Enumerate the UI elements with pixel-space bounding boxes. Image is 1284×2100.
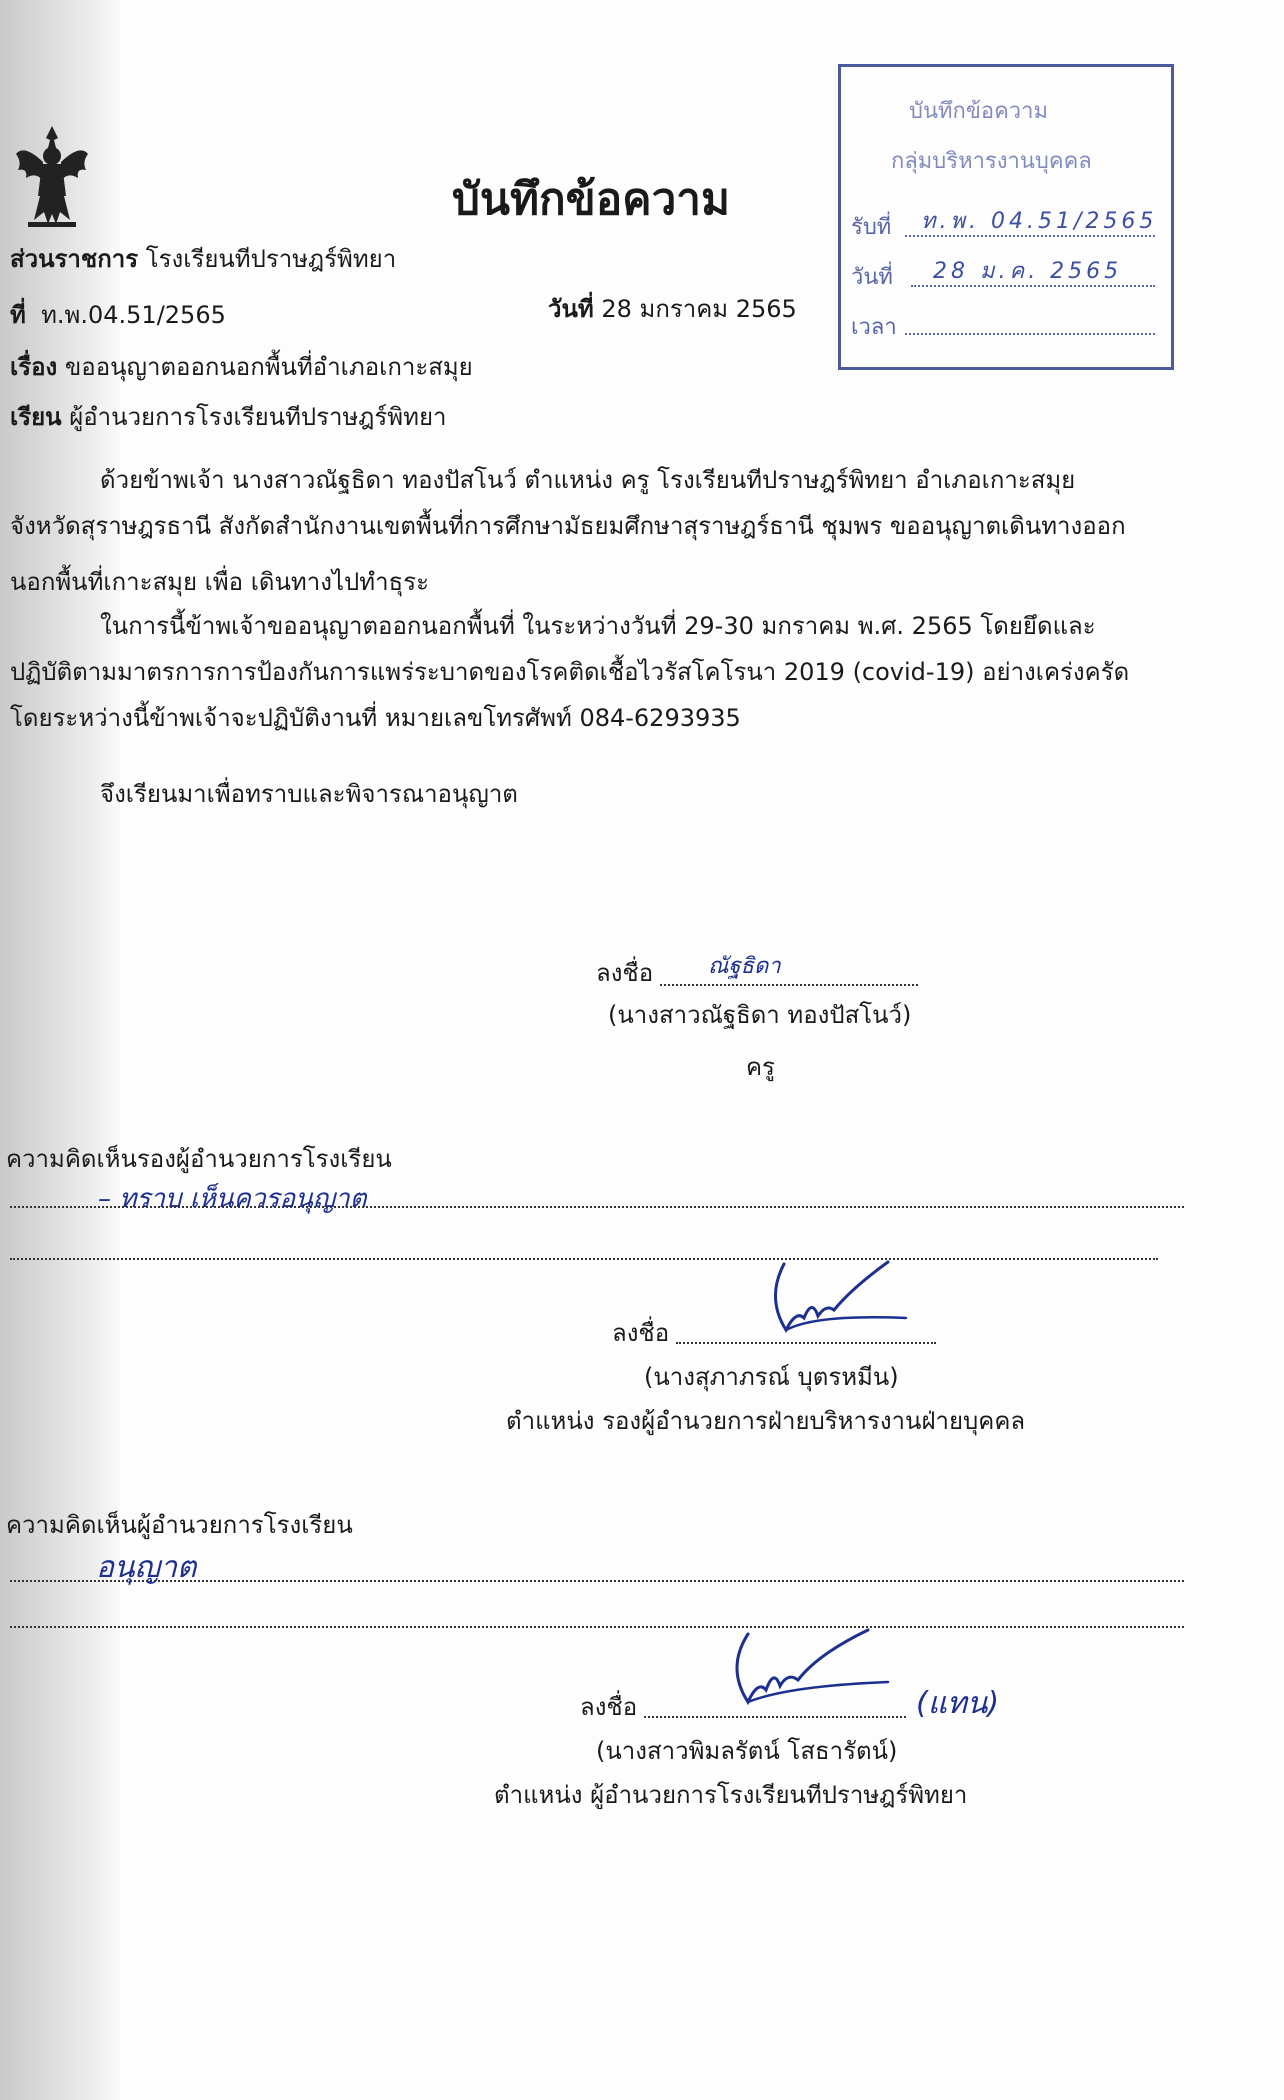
- opinion2-sign-note: (แทน): [916, 1686, 1000, 1721]
- body-p1-line3: นอกพื้นที่เกาะสมุย เพื่อ เดินทางไปทำธุระ: [10, 568, 429, 596]
- ref-row: [10, 300, 226, 330]
- opinion2-signature-icon: [718, 1624, 898, 1718]
- body-closing: จึงเรียนมาเพื่อทราบและพิจารณาอนุญาต: [100, 780, 518, 808]
- agency-label: ส่วนราชการ: [10, 245, 139, 273]
- opinion1-name: (นางสุภาภรณ์ บุตรหมีน): [644, 1363, 899, 1391]
- opinion1-signature-icon: [756, 1258, 916, 1348]
- subject-label: เรื่อง: [10, 353, 58, 381]
- sign1-label: ลงชื่อ: [596, 959, 654, 987]
- opinion2-sign-label: ลงชื่อ: [580, 1693, 638, 1721]
- date-label: วันที่: [548, 295, 594, 323]
- opinion2-heading: ความคิดเห็นผู้อำนวยการโรงเรียน: [6, 1511, 353, 1539]
- to-label: เรียน: [10, 403, 62, 431]
- stamp-date-value: 28 ม.ค. 2565: [933, 259, 1123, 284]
- body-p2-line3: โดยระหว่างนี้ข้าพเจ้าจะปฏิบัติงานที่ หมายเลขโทรศัพท์ 084-6293935: [10, 704, 741, 732]
- sign1-position: ครู: [746, 1053, 775, 1081]
- opinion1-sign-label: ลงชื่อ: [612, 1319, 670, 1347]
- stamp-receive-value: ท.พ. 04.51/2565: [921, 209, 1158, 234]
- sign1-handwriting: ณัฐธิดา: [708, 954, 781, 979]
- document-title: บันทึกข้อความ: [452, 174, 731, 225]
- body-p1-line2: จังหวัดสุราษฎรธานี สังกัดสำนักงานเขตพื้นที่การศึกษามัธยมศึกษาสุราษฎร์ธานี ชุมพร ขออนุญาตเดินทางออก: [10, 512, 1126, 540]
- stamp-time-label: เวลา: [851, 315, 897, 340]
- garuda-emblem-icon: [14, 124, 90, 228]
- ref-value: ท.พ.04.51/2565: [41, 301, 226, 329]
- subject-value: ขออนุญาตออกนอกพื้นที่อำเภอเกาะสมุย: [64, 353, 473, 381]
- stamp-line2: กลุ่มบริหารงานบุคคล: [891, 149, 1092, 174]
- body-p1-line1: ด้วยข้าพเจ้า นางสาวณัฐธิดา ทองปัสโนว์ ตำแหน่ง ครู โรงเรียนทีปราษฎร์พิทยา อำเภอเกาะสมุย: [100, 466, 1076, 494]
- date-value: 28 มกราคม 2565: [601, 295, 797, 323]
- body-p2-line1: ในการนี้ข้าพเจ้าขออนุญาตออกนอกพื้นที่ ในระหว่างวันที่ 29-30 มกราคม พ.ศ. 2565 โดยยึดและ: [100, 612, 1096, 640]
- opinion1-position: ตำแหน่ง รองผู้อำนวยการฝ่ายบริหารงานฝ่ายบุคคล: [506, 1407, 1026, 1435]
- to-row: [10, 402, 447, 432]
- agency-row: [10, 244, 396, 274]
- opinion2-position: ตำแหน่ง ผู้อำนวยการโรงเรียนทีปราษฎร์พิทยา: [494, 1781, 968, 1809]
- stamp-receive-label: รับที่: [851, 215, 892, 240]
- opinion2-name: (นางสาวพิมลรัตน์ โสธารัตน์): [596, 1737, 898, 1765]
- ref-label: ที่: [10, 301, 26, 329]
- date-row: [548, 294, 797, 324]
- opinion1-handwriting: – ทราบ เห็นควรอนุญาต: [98, 1184, 367, 1214]
- stamp-date-label: วันที่: [851, 265, 893, 290]
- opinion1-heading: ความคิดเห็นรองผู้อำนวยการโรงเรียน: [6, 1145, 392, 1173]
- body-p2-line2: ปฏิบัติตามมาตรการการป้องกันการแพร่ระบาดของโรคติดเชื้อไวรัสโคโรนา 2019 (covid-19) อย่างเคร่งครัด: [10, 658, 1130, 686]
- receiving-stamp: [838, 64, 1174, 370]
- subject-row: [10, 352, 473, 382]
- agency-value: โรงเรียนทีปราษฎร์พิทยา: [145, 245, 397, 273]
- sign1-name: (นางสาวณัฐธิดา ทองปัสโนว์): [608, 1001, 912, 1029]
- opinion2-handwriting: อนุญาต: [96, 1550, 197, 1585]
- to-value: ผู้อำนวยการโรงเรียนทีปราษฎร์พิทยา: [69, 403, 447, 431]
- stamp-line1: บันทึกข้อความ: [909, 99, 1049, 124]
